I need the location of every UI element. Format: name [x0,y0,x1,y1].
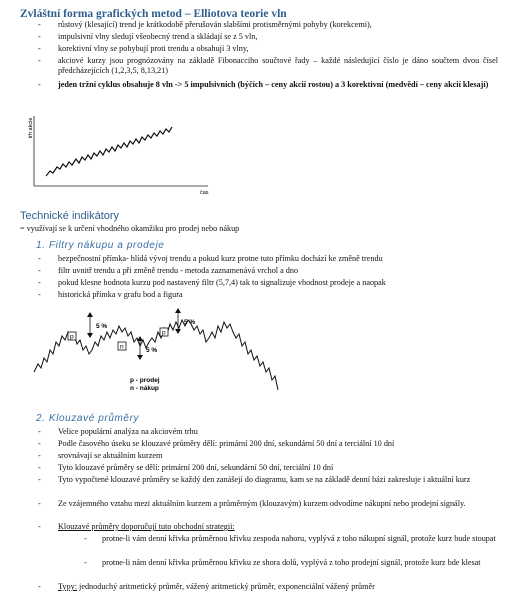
list-item: jeden tržní cyklus obsahuje 8 vln -> 5 impulsivních (býčích – ceny akcií rostou) a 3 korektivní (medvědí – ceny akcií klesají) [58,80,489,89]
section-title-elliot: Zvláštní forma grafických metod – Elliotova teorie vln [20,8,287,20]
list-item: Tyto klouzavé průměry se dělí: primární 200 dní, sekundární 50 dní, terciální 10 dní [58,463,334,472]
list-item: pokud klesne hodnota kurzu pod nastavený filtr (5,7,4) tak to signalizuje vhodnost prodeje a naopak [58,278,386,287]
elliot-wave-chart [28,110,218,194]
x-axis-label: čas [200,190,209,194]
list-item: historická přímka v grafu bod a figura [58,290,183,299]
sell-marker: p [70,333,74,341]
dash-marker: - [84,558,87,567]
percent-label-right: 5 % [184,319,196,326]
types-text: jednoduchý aritmetický průměr, vážený aritmetický průměr, exponenciální vážený průměr [77,582,375,591]
dash-marker: - [38,44,41,53]
arrow-head [175,329,181,334]
dash-marker: - [38,582,41,591]
legend-buy: n - nákup [130,385,159,392]
subsection-title-moving-averages: 2. Klouzavé průměry [36,413,140,424]
list-item-types [58,582,375,592]
list-item: Tyto vypočtené klouzavé průměry se každý den zanášejí do diagramu, kam se na základě denní bázi zakresluje i aktuální kurz [58,475,471,484]
arrow-head [137,355,143,360]
dash-marker: - [38,475,41,484]
dash-marker: - [38,20,41,29]
list-item: akciové kurzy jsou prognózovány na základě Fibonacciho součtové řady – každé následující číslo je dáno součtem dvou čísel předcházejících (1,2,3,5, 8,13,21) [58,56,498,75]
percent-label-mid: 5 % [146,347,158,354]
legend-sell: p - prodej [130,377,160,384]
section-title-indicators: Technické indikátory [20,210,120,222]
arrow-head [87,333,93,338]
dash-marker: - [38,278,41,287]
dash-marker: - [38,451,41,460]
dash-marker: - [38,80,41,89]
intro-text: = využívají se k určení vhodného okamžiku pro prodej nebo nákup [20,224,240,233]
list-item: Podle časového úseku se klouzavé průměry dělí: primární 200 dní, sekundární 50 dní a terciální 10 dní [58,439,395,448]
list-item: Klouzavé průměry doporučují tuto obchodní strategii: [58,522,235,531]
dash-marker: - [38,290,41,299]
arrow-head [137,336,143,341]
dash-marker: - [38,254,41,263]
list-item: filtr uvnitř trendu a při změně trendu - metoda zaznamenává vrchol a dno [58,266,299,275]
list-item: protne-li vám denní křivka průměrnou křivku zespoda nahoru, vyplývá z toho nákupní signál, protože kurz bude stoupat [102,534,496,543]
wave-line [46,127,172,176]
dash-marker: - [38,439,41,448]
arrow-head [175,308,181,313]
dash-marker: - [84,534,87,543]
arrow-head [87,312,93,317]
dash-marker: - [38,463,41,472]
list-item: korektivní vlny se pohybují proti trendu a obsahují 3 vlny, [58,44,249,53]
dash-marker: - [38,522,41,531]
dash-marker: - [38,499,41,508]
list-item: růstový (klesající) trend je krátkodobě přerušován slabšími protisměrnými pohyby (korekcemi), [58,20,372,29]
types-label: Typy: [58,582,77,591]
dash-marker: - [38,427,41,436]
sell-marker: p [162,329,166,337]
list-item: bezpečnostní přímka- hlídá vývoj trendu a pokud kurz protne tuto přímku dochází ke změně trendu [58,254,383,263]
subsection-title-filters: 1. Filtry nákupu a prodeje [36,240,165,251]
dash-marker: - [38,32,41,41]
percent-label-top: 5 % [96,323,108,330]
buy-marker: n [120,343,124,351]
y-axis-label: trh akcie [28,117,34,139]
dash-marker: - [38,56,41,65]
list-item: Velice populární analýza na akciovém trhu [58,427,198,436]
filter-diagram [30,302,290,402]
list-item: protne-li nám denní křivka průměrnou křivku ze shora dolů, vyplývá z toho prodejní signál, protože kurz bde klesat [102,558,481,567]
dash-marker: - [38,266,41,275]
list-item: srovnávají se aktuálním kurzem [58,451,163,460]
list-item: Ze vzájemného vztahu mezi aktuálním kurzem a průměrným (klouzavým) kurzem odvodíme nákupní nebo prodejní signály. [58,499,466,508]
list-item: impulsivní vlny sledují všeobecný trend a skládají se z 5 vln, [58,32,258,41]
